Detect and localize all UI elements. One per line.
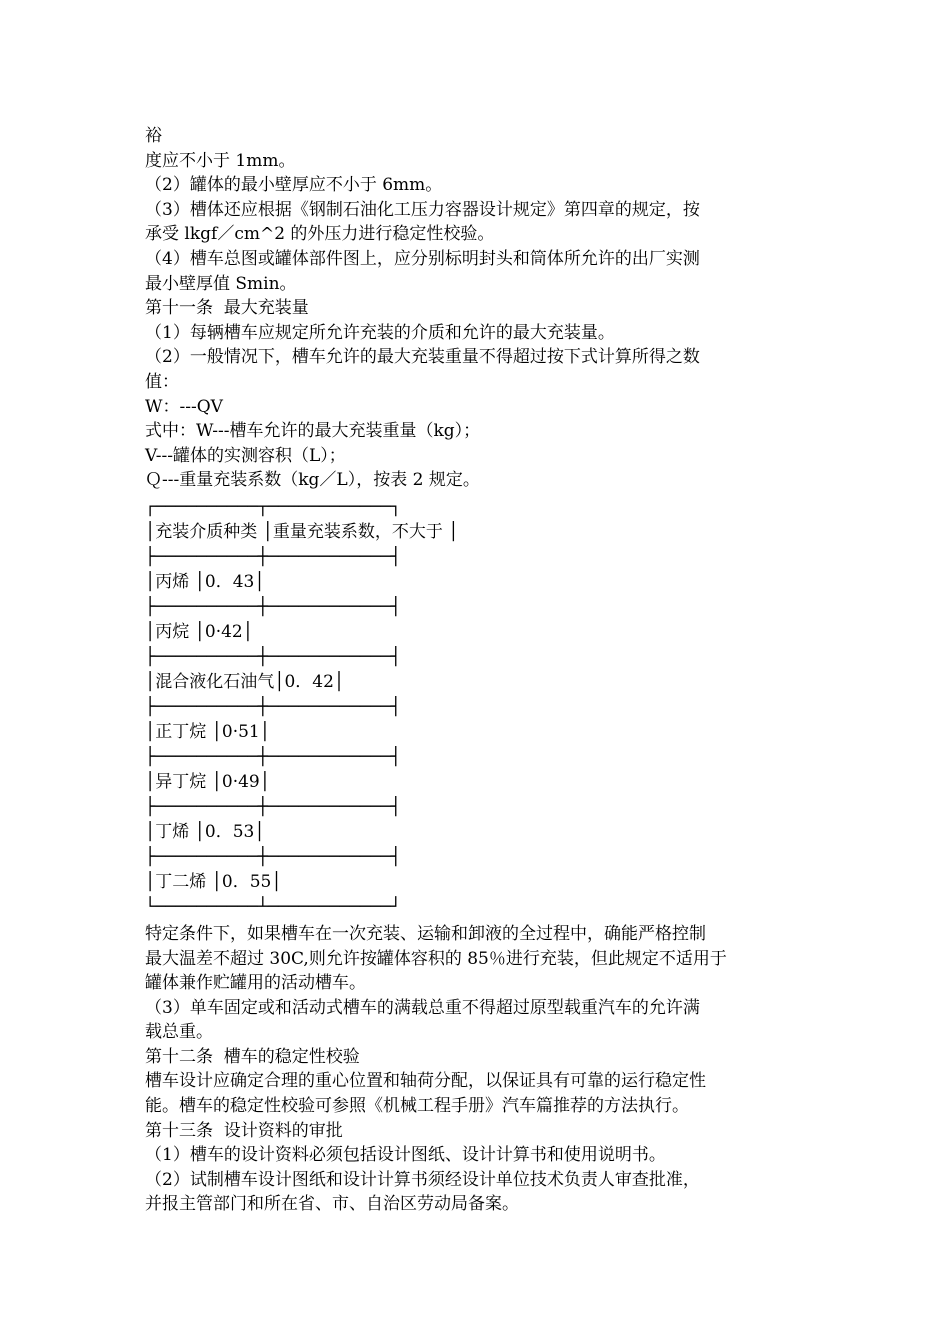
table-row: │丁二烯 │0．55│ bbox=[145, 871, 282, 892]
text-line: 式中：W---槽车允许的最大充装重量（kg）； bbox=[145, 421, 481, 442]
table-border-line: ├──────────┼────────────┤ bbox=[145, 546, 401, 567]
text-line: 承受 lkgf／cm^2 的外压力进行稳定性校验。 bbox=[145, 224, 495, 245]
table-border-line: ├──────────┼────────────┤ bbox=[145, 796, 401, 817]
filling-coefficient-table bbox=[145, 495, 795, 920]
text-line: （2）试制槽车设计图纸和设计计算书须经设计单位技术负责人审查批准， bbox=[145, 1169, 700, 1190]
section-heading: 第十二条 槽车的稳定性校验 bbox=[145, 1046, 360, 1067]
text-line: 能。槽车的稳定性校验可参照《机械工程手册》汽车篇推荐的方法执行。 bbox=[145, 1096, 689, 1117]
text-block-after-table bbox=[145, 922, 795, 1217]
text-line: 载总重。 bbox=[145, 1022, 213, 1043]
text-line: 特定条件下，如果槽车在一次充装、运输和卸液的全过程中，确能严格控制 bbox=[145, 923, 706, 944]
section-heading: 第十三条 设计资料的审批 bbox=[145, 1120, 343, 1141]
table-border-line: ├──────────┼────────────┤ bbox=[145, 646, 401, 667]
table-row: │混合液化石油气│0．42│ bbox=[145, 671, 345, 692]
formula-line: W：---QV bbox=[145, 396, 223, 417]
text-line: （3）单车固定或和活动式槽车的满载总重不得超过原型载重汽车的允许满 bbox=[145, 997, 700, 1018]
table-row: │异丁烷 │0·49│ bbox=[145, 771, 270, 792]
table-row: │丙烷 │0·42│ bbox=[145, 621, 253, 642]
table-border-line: ┌──────────┬────────────┐ bbox=[145, 496, 401, 517]
section-heading: 第十一条 最大充装量 bbox=[145, 298, 309, 319]
text-line: 值： bbox=[145, 371, 179, 392]
table-border-line: └──────────┴────────────┘ bbox=[145, 896, 401, 917]
table-border-line: ├──────────┼────────────┤ bbox=[145, 846, 401, 867]
table-border-line: ├──────────┼────────────┤ bbox=[145, 746, 401, 767]
text-line: 最大温差不超过 30C,则允许按罐体容积的 85％进行充装，但此规定不适用于 bbox=[145, 948, 727, 969]
table-row: │丙烯 │0．43│ bbox=[145, 571, 265, 592]
text-line: （1）槽车的设计资料必须包括设计图纸、设计计算书和使用说明书。 bbox=[145, 1145, 666, 1166]
text-block-before-table bbox=[145, 124, 795, 493]
text-line: （2）一般情况下，槽车允许的最大充装重量不得超过按下式计算所得之数 bbox=[145, 347, 700, 368]
text-line: （3）槽体还应根据《钢制石油化工压力容器设计规定》第四章的规定，按 bbox=[145, 199, 700, 220]
text-line: （4）槽车总图或罐体部件图上，应分别标明封头和筒体所允许的出厂实测 bbox=[145, 248, 700, 269]
table-border-line: ├──────────┼────────────┤ bbox=[145, 596, 401, 617]
text-line: 罐体兼作贮罐用的活动槽车。 bbox=[145, 973, 366, 994]
text-line: 度应不小于 1mm。 bbox=[145, 150, 296, 171]
table-header-row: │充装介质种类 │重量充装系数，不大于 │ bbox=[145, 521, 459, 542]
text-line: 最小壁厚值 Smin。 bbox=[145, 273, 297, 294]
text-line: 裕 bbox=[145, 126, 162, 146]
table-row: │正丁烷 │0·51│ bbox=[145, 721, 270, 742]
text-line: Ｑ---重量充装系数（kg／L），按表 2 规定。 bbox=[145, 470, 480, 491]
text-line: 并报主管部门和所在省、市、自治区劳动局备案。 bbox=[145, 1194, 519, 1215]
table-row: │丁烯 │0．53│ bbox=[145, 821, 265, 842]
text-line: （1）每辆槽车应规定所允许充装的介质和允许的最大充装量。 bbox=[145, 322, 615, 343]
document-page bbox=[145, 124, 795, 1217]
text-line: V---罐体的实测容积（L）； bbox=[145, 445, 346, 466]
table-border-line: ├──────────┼────────────┤ bbox=[145, 696, 401, 717]
text-line: 槽车设计应确定合理的重心位置和轴荷分配，以保证具有可靠的运行稳定性 bbox=[145, 1071, 706, 1092]
text-line: （2）罐体的最小壁厚应不小于 6mm。 bbox=[145, 175, 443, 196]
